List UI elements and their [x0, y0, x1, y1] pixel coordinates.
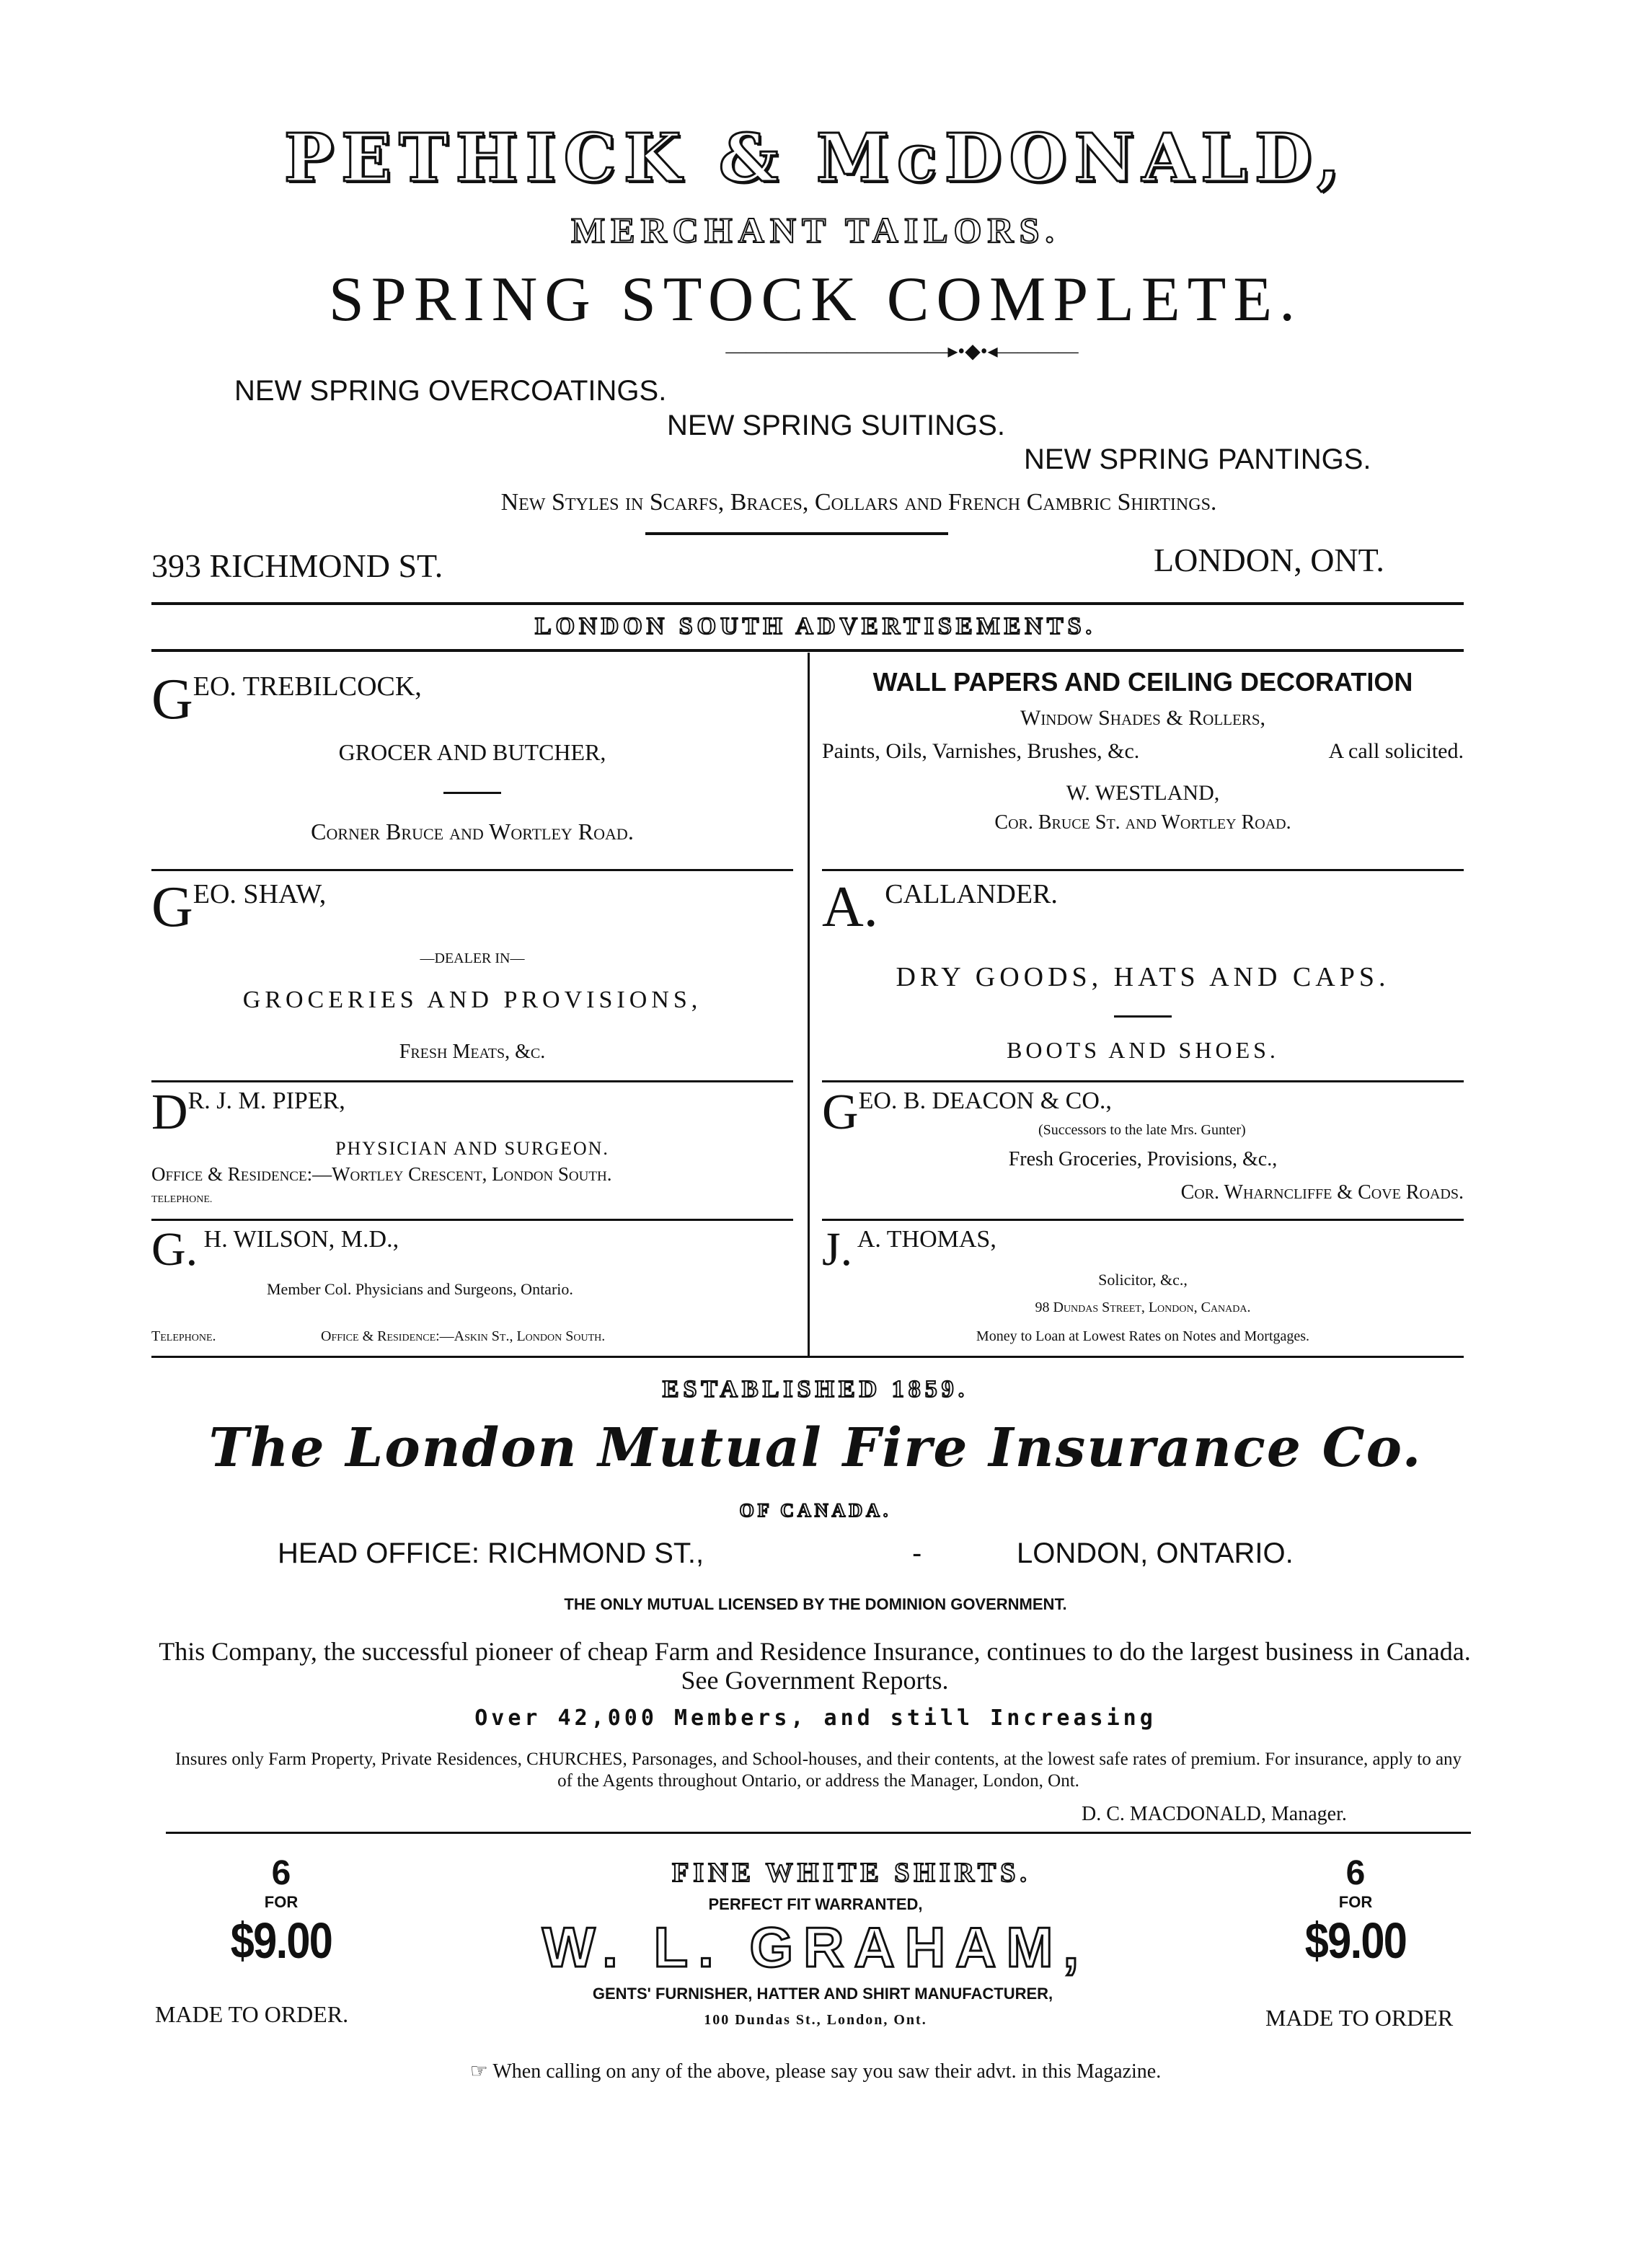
divider	[443, 792, 501, 794]
ad-trade: Fresh Groceries, Provisions, &c.,	[1008, 1148, 1278, 1170]
ad-trade: Solicitor, &c.,	[1098, 1271, 1188, 1289]
insurance-para1: This Company, the successful pioneer of cheap Farm and Residence Insurance, continues to do the largest business in Canada. See Government Reports.	[159, 1637, 1471, 1695]
rule	[151, 1219, 793, 1221]
dash: -	[912, 1537, 922, 1569]
offer-for: FOR	[264, 1893, 299, 1911]
pethick-city: LONDON, ONT.	[1154, 542, 1384, 578]
offer-price: $9.00	[1304, 1912, 1407, 1969]
rule	[151, 1080, 793, 1082]
ad-trade: DRY GOODS, HATS AND CAPS.	[896, 962, 1390, 992]
pethick-subtitle: MERCHANT TAILORS.	[571, 210, 1060, 250]
dropcap: D	[151, 1085, 188, 1140]
pethick-address: 393 RICHMOND ST.	[151, 547, 443, 584]
ad-shaw	[151, 875, 793, 1073]
ad-thomas	[822, 1223, 1464, 1356]
licensed: THE ONLY MUTUAL LICENSED BY THE DOMINION GOVERNMENT.	[564, 1595, 1067, 1613]
ad-address: 98 Dundas Street, London, Canada.	[1035, 1300, 1251, 1315]
ad-trade: GROCERIES AND PROVISIONS,	[242, 987, 702, 1013]
of-canada: OF CANADA.	[739, 1500, 892, 1521]
ad-piper	[151, 1087, 793, 1210]
perfect-fit: PERFECT FIT WARRANTED,	[708, 1895, 923, 1913]
insurance-para2: Insures only Farm Property, Private Residences, CHURCHES, Parsonages, and School-houses, and their contents, at the lowest safe rates of premium. For insurance, apply to any of the Agents throughout Ontario, or address the Manager, London, Ont.	[174, 1749, 1462, 1791]
graham-name: W. L. GRAHAM,	[542, 1915, 1089, 1979]
ad-name: W. WESTLAND,	[1066, 781, 1220, 805]
ad-trebilcock	[151, 668, 793, 865]
ad-name: H. WILSON, M.D.,	[203, 1226, 399, 1253]
rule-bottom	[151, 1356, 1464, 1358]
dropcap: G	[151, 668, 193, 731]
pethick-title: PETHICK & McDONALD,	[283, 119, 1348, 197]
ad-line: A call solicited.	[1328, 739, 1464, 763]
made-to-order: MADE TO ORDER	[1265, 2005, 1454, 2031]
rule	[822, 1080, 1464, 1082]
offer-price: $9.00	[230, 1912, 332, 1969]
section-title: LONDON SOUTH ADVERTISEMENTS.	[535, 613, 1096, 640]
divider	[645, 532, 948, 535]
rule-section	[151, 649, 1464, 652]
established: ESTABLISHED 1859.	[662, 1376, 969, 1403]
divider	[1114, 1015, 1172, 1018]
offer-number: 6	[271, 1854, 291, 1892]
rule-top	[151, 602, 1464, 605]
rule	[151, 869, 793, 871]
offer-number: 6	[1345, 1854, 1366, 1892]
rule	[166, 1832, 1471, 1834]
ad-westland	[822, 667, 1464, 862]
pethick-headline: SPRING STOCK COMPLETE.	[328, 265, 1303, 335]
ad-name: EO. TREBILCOCK,	[193, 671, 422, 702]
head-office: HEAD OFFICE: RICHMOND ST.,	[278, 1537, 704, 1569]
ad-telephone: TELEPHONE.	[151, 1194, 213, 1205]
ad-office: Office & Residence:—Wortley Crescent, London South.	[151, 1163, 612, 1185]
ad-line: Window Shades & Rollers,	[1020, 706, 1265, 730]
ad-name: EO. B. DEACON & CO.,	[858, 1087, 1112, 1114]
ad-name: EO. SHAW,	[193, 879, 327, 909]
ornament-rule: ———————————▸•◆•◂————	[725, 340, 1079, 363]
ad-deacon	[822, 1087, 1464, 1210]
offer-for: FOR	[1338, 1893, 1373, 1911]
manager: D. C. MACDONALD, Manager.	[1082, 1803, 1347, 1825]
rule	[822, 869, 1464, 871]
ad-extra: Fresh Meats, &c.	[399, 1041, 546, 1063]
insurance-name: The London Mutual Fire Insurance Co.	[208, 1417, 1423, 1479]
head-office-city: LONDON, ONTARIO.	[1017, 1537, 1294, 1569]
ad-address: Cor. Bruce St. and Wortley Road.	[994, 811, 1291, 834]
footer-note: ☞ When calling on any of the above, please say you saw their advt. in this Magazine.	[469, 2060, 1162, 2083]
overcoatings-line: NEW SPRING OVERCOATINGS.	[234, 375, 667, 407]
ad-wilson	[151, 1223, 793, 1356]
ad-name: A. THOMAS,	[857, 1226, 996, 1253]
column-divider	[808, 653, 810, 1356]
made-to-order: MADE TO ORDER.	[155, 2001, 349, 2027]
members: Over 42,000 Members, and still Increasing	[474, 1706, 1157, 1731]
graham-address: 100 Dundas St., London, Ont.	[704, 2012, 927, 2028]
ad-money: Money to Loan at Lowest Rates on Notes and Mortgages.	[976, 1328, 1310, 1344]
dropcap: J.	[822, 1223, 853, 1276]
ad-successors: (Successors to the late Mrs. Gunter)	[1038, 1122, 1246, 1138]
ad-callander	[822, 875, 1464, 1073]
ad-line: Paints, Oils, Varnishes, Brushes, &c.	[822, 739, 1140, 763]
ad-trade: GROCER AND BUTCHER,	[338, 739, 606, 765]
ad-member: Member Col. Physicians and Surgeons, Ontario.	[267, 1280, 573, 1298]
dropcap: G	[822, 1085, 859, 1140]
graham-trade: GENTS' FURNISHER, HATTER AND SHIRT MANUFACTURER,	[592, 1985, 1053, 2003]
ad-address: Cor. Wharncliffe & Cove Roads.	[1180, 1181, 1464, 1204]
ad-extra: BOOTS AND SHOES.	[1007, 1037, 1279, 1063]
ad-name: R. J. M. PIPER,	[187, 1087, 345, 1114]
dropcap: G.	[151, 1223, 198, 1276]
ad-trade: PHYSICIAN AND SURGEON.	[335, 1138, 609, 1159]
dropcap: A.	[822, 875, 878, 939]
ad-address: Corner Bruce and Wortley Road.	[311, 818, 634, 844]
pantings-line: NEW SPRING PANTINGS.	[1024, 444, 1371, 475]
ad-dealer: —DEALER IN—	[420, 950, 525, 966]
ad-telephone: Telephone.	[151, 1328, 216, 1344]
styles-line: New Styles in Scarfs, Braces, Collars and French Cambric Shirtings.	[500, 489, 1217, 516]
dropcap: G	[151, 875, 193, 939]
ad-office: Office & Residence:—Askin St., London South.	[321, 1328, 606, 1344]
ad-name: CALLANDER.	[885, 879, 1058, 909]
graham-title: FINE WHITE SHIRTS.	[672, 1858, 1031, 1888]
suitings-line: NEW SPRING SUITINGS.	[667, 410, 1005, 441]
rule	[822, 1219, 1464, 1221]
ad-title: WALL PAPERS AND CEILING DECORATION	[872, 667, 1413, 697]
